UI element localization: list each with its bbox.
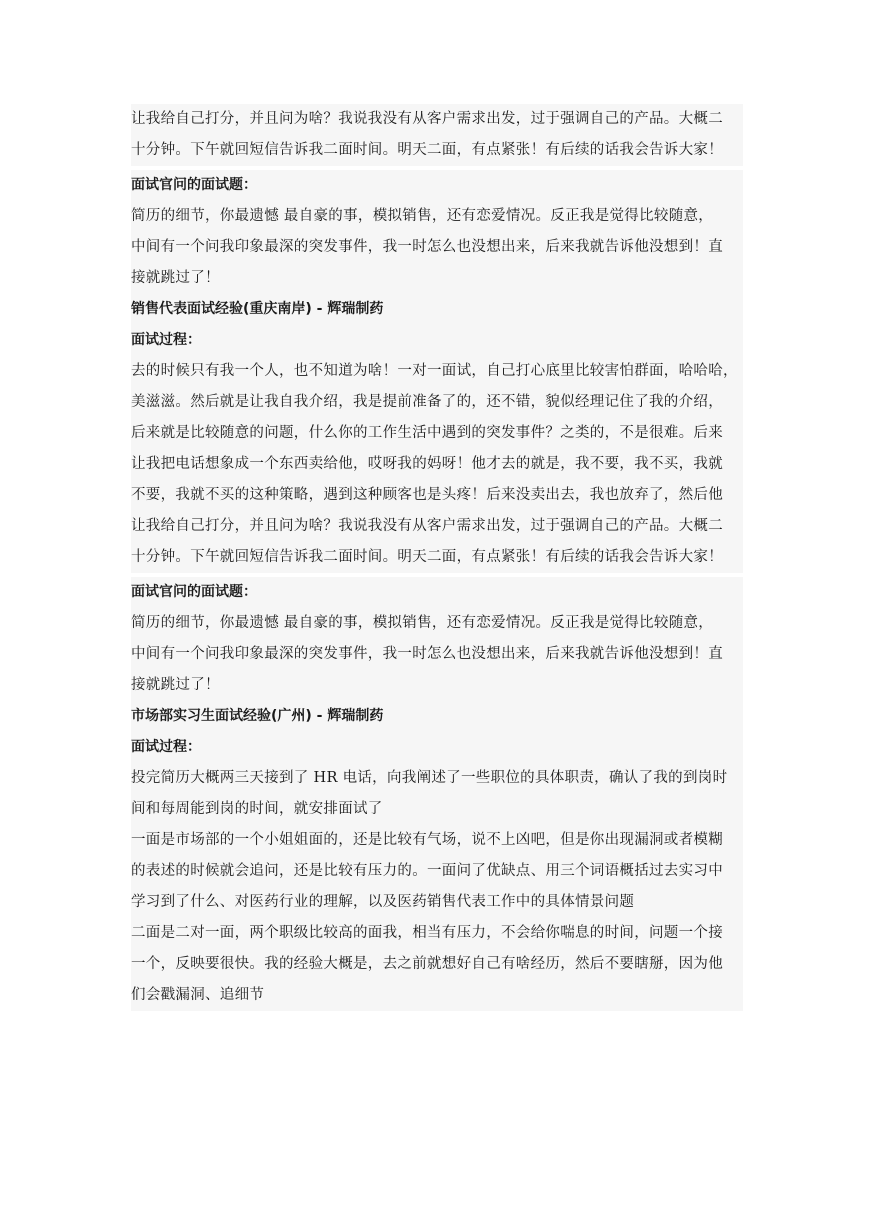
section-heading: 面试官问的面试题： [131,577,743,608]
paragraph [131,608,743,701]
text-line: 后来就是比较随意的问题，什么你的工作生活中遇到的突发事件？之类的，不是很难。后来 [131,425,723,441]
text-line: 简历的细节，你最遗憾 最自豪的事，模拟销售，还有恋爱情况。反正我是觉得比较随意， [131,615,714,631]
experience-title: 市场部实习生面试经验(广州) - 辉瑞制药 [131,701,743,732]
paragraph [131,201,743,294]
text-line: 美滋滋。然后就是让我自我介绍，我是提前准备了的，还不错，貌似经理记住了我的介绍， [131,394,723,410]
text-line: 简历的细节，你最遗憾 最自豪的事，模拟销售，还有恋爱情况。反正我是觉得比较随意， [131,208,714,224]
text-line: 让我给自己打分，并且问为啥？我说我没有从客户需求出发，过于强调自己的产品。大概二 [131,518,723,534]
text-line: 二面是二对一面，两个职级比较高的面我，相当有压力，不会给你喘息的时间，问题一个接 [131,925,723,941]
text-line: 们会戳漏洞、追细节 [131,987,265,1003]
text-line: 学习到了什么、对医药行业的理解，以及医药销售代表工作中的具体情景问题 [131,894,635,910]
text-line: 十分钟。下午就回短信告诉我二面时间。明天二面，有点紧张！有后续的话我会告诉大家！ [131,549,723,565]
text-line: 十分钟。下午就回短信告诉我二面时间。明天二面，有点紧张！有后续的话我会告诉大家！ [131,142,723,158]
paragraph [131,356,743,573]
section-heading: 面试官问的面试题： [131,170,743,201]
paragraph [131,825,743,918]
text-line: 一面是市场部的一个小姐姐面的，还是比较有气场，说不上凶吧，但是你出现漏洞或者模糊 [131,832,723,848]
text-line: 让我把电话想象成一个东西卖给他，哎呀我的妈呀！他才去的就是，我不要，我不买，我就 [131,456,723,472]
text-line: 间和每周能到岗的时间，就安排面试了 [131,801,383,817]
text-line: 让我给自己打分，并且问为啥？我说我没有从客户需求出发，过于强调自己的产品。大概二 [131,111,723,127]
text-line: 的表述的时候就会追问，还是比较有压力的。一面问了优缺点、用三个词语概括过去实习中 [131,863,723,879]
paragraph [131,763,743,825]
paragraph [131,104,743,166]
text-line: 不要，我就不买的这种策略，遇到这种顾客也是头疼！后来没卖出去，我也放弃了，然后他 [131,487,723,503]
section-heading: 面试过程： [131,325,743,356]
section-heading: 面试过程： [131,732,743,763]
experience-title: 销售代表面试经验(重庆南岸) - 辉瑞制药 [131,294,743,325]
text-line: 中间有一个问我印象最深的突发事件，我一时怎么也没想出来，后来我就告诉他没想到！直 [131,646,723,662]
text-line: 接就跳过了！ [131,270,220,286]
text-line: 中间有一个问我印象最深的突发事件，我一时怎么也没想出来，后来我就告诉他没想到！直 [131,239,723,255]
paragraph [131,918,743,1011]
text-line: 一个，反映要很快。我的经验大概是，去之前就想好自己有啥经历，然后不要瞎掰，因为他 [131,956,723,972]
text-line: 去的时候只有我一个人，也不知道为啥！一对一面试，自己打心底里比较害怕群面，哈哈哈， [131,363,738,379]
document-body [131,104,743,1011]
text-line: 接就跳过了！ [131,677,220,693]
text-line: 投完简历大概两三天接到了 HR 电话，向我阐述了一些职位的具体职责，确认了我的到岗时 [131,770,728,786]
